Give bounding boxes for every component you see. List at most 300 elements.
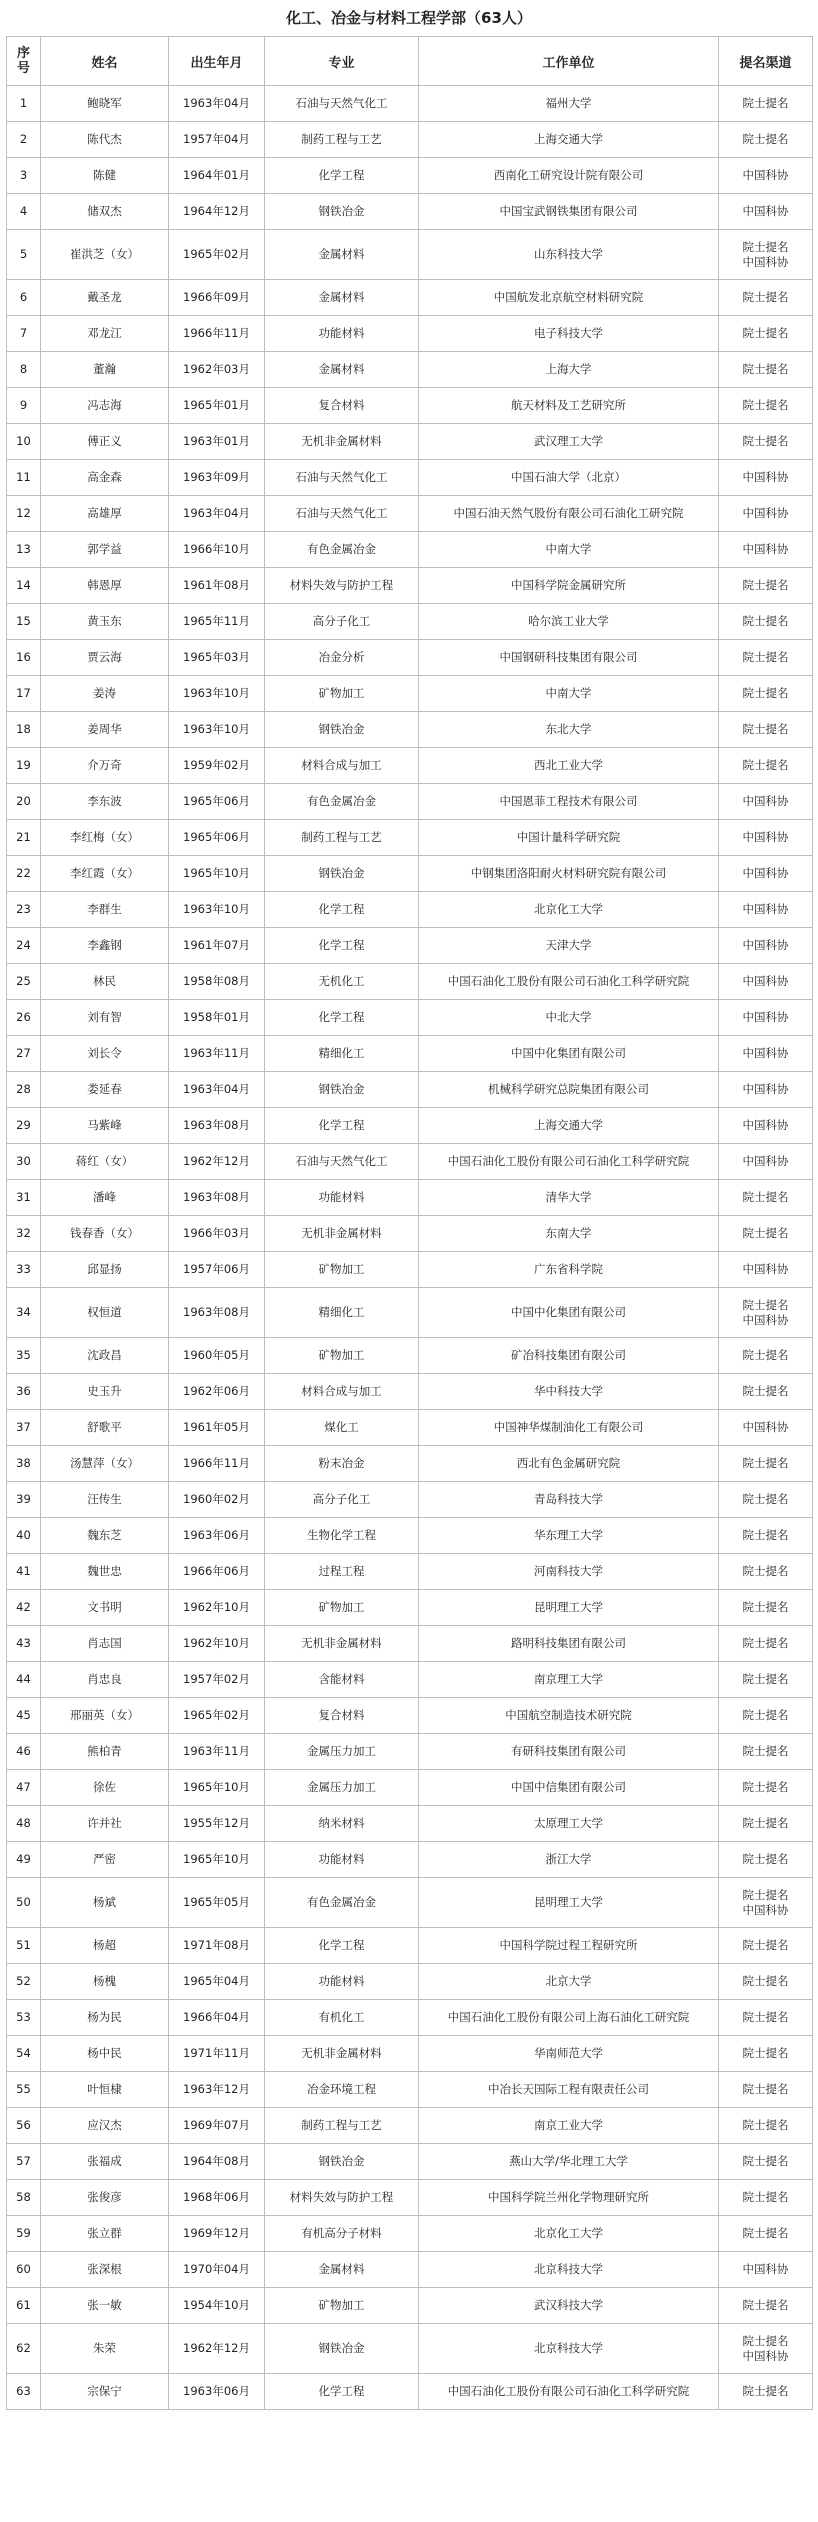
cell-birth: 1961年07月 <box>169 928 265 964</box>
cell-major: 石油与天然气化工 <box>265 496 419 532</box>
cell-no: 51 <box>7 1928 41 1964</box>
cell-name: 朱荣 <box>41 2324 169 2374</box>
cell-birth: 1962年12月 <box>169 1144 265 1180</box>
cell-name: 姜周华 <box>41 712 169 748</box>
cell-name: 文书明 <box>41 1590 169 1626</box>
cell-birth: 1958年08月 <box>169 964 265 1000</box>
cell-unit: 中国中化集团有限公司 <box>419 1036 719 1072</box>
cell-major: 材料失效与防护工程 <box>265 2180 419 2216</box>
cell-name: 邢丽英（女） <box>41 1698 169 1734</box>
cell-channel: 中国科协 <box>719 784 813 820</box>
cell-channel: 中国科协 <box>719 1072 813 1108</box>
table-row <box>7 1518 813 1554</box>
cell-name: 刘有智 <box>41 1000 169 1036</box>
cell-unit: 清华大学 <box>419 1180 719 1216</box>
cell-no: 23 <box>7 892 41 928</box>
cell-no: 4 <box>7 194 41 230</box>
cell-name: 汪传生 <box>41 1482 169 1518</box>
table-row <box>7 1626 813 1662</box>
cell-major: 化学工程 <box>265 928 419 964</box>
cell-no: 6 <box>7 280 41 316</box>
cell-major: 有色金属冶金 <box>265 1878 419 1928</box>
cell-birth: 1963年11月 <box>169 1734 265 1770</box>
table-row <box>7 1662 813 1698</box>
cell-no: 42 <box>7 1590 41 1626</box>
table-row <box>7 784 813 820</box>
cell-channel: 院士提名 <box>719 280 813 316</box>
cell-name: 魏东芝 <box>41 1518 169 1554</box>
cell-no: 60 <box>7 2252 41 2288</box>
cell-major: 金属材料 <box>265 352 419 388</box>
cell-birth: 1961年05月 <box>169 1410 265 1446</box>
cell-unit: 华中科技大学 <box>419 1374 719 1410</box>
cell-unit: 航天材料及工艺研究所 <box>419 388 719 424</box>
cell-channel: 院士提名 <box>719 2288 813 2324</box>
table-row <box>7 748 813 784</box>
cell-unit: 哈尔滨工业大学 <box>419 604 719 640</box>
col-header-no <box>7 37 41 86</box>
cell-unit: 山东科技大学 <box>419 230 719 280</box>
cell-major: 石油与天然气化工 <box>265 460 419 496</box>
cell-channel: 院士提名 <box>719 1338 813 1374</box>
cell-birth: 1957年02月 <box>169 1662 265 1698</box>
cell-birth: 1965年10月 <box>169 1842 265 1878</box>
cell-major: 冶金分析 <box>265 640 419 676</box>
cell-unit: 北京化工大学 <box>419 2216 719 2252</box>
cell-birth: 1965年06月 <box>169 784 265 820</box>
cell-name: 刘长令 <box>41 1036 169 1072</box>
cell-birth: 1965年10月 <box>169 856 265 892</box>
cell-no: 38 <box>7 1446 41 1482</box>
table-row <box>7 2108 813 2144</box>
cell-name: 李东波 <box>41 784 169 820</box>
table-row <box>7 2324 813 2374</box>
table-row <box>7 1446 813 1482</box>
cell-no: 48 <box>7 1806 41 1842</box>
cell-name: 蒋红（女） <box>41 1144 169 1180</box>
cell-unit: 中国石油化工股份有限公司石油化工科学研究院 <box>419 964 719 1000</box>
cell-channel: 院士提名 <box>719 1482 813 1518</box>
cell-name: 高金森 <box>41 460 169 496</box>
cell-birth: 1960年05月 <box>169 1338 265 1374</box>
cell-unit: 上海交通大学 <box>419 122 719 158</box>
cell-channel: 中国科协 <box>719 856 813 892</box>
cell-unit: 中国计量科学研究院 <box>419 820 719 856</box>
cell-birth: 1964年12月 <box>169 194 265 230</box>
cell-name: 储双杰 <box>41 194 169 230</box>
cell-name: 崔洪芝（女） <box>41 230 169 280</box>
cell-birth: 1965年05月 <box>169 1878 265 1928</box>
cell-unit: 东南大学 <box>419 1216 719 1252</box>
cell-birth: 1966年11月 <box>169 316 265 352</box>
table-row <box>7 2180 813 2216</box>
cell-channel: 中国科协 <box>719 194 813 230</box>
cell-name: 肖忠良 <box>41 1662 169 1698</box>
table-row <box>7 1072 813 1108</box>
cell-channel: 院士提名 <box>719 568 813 604</box>
cell-unit: 中南大学 <box>419 676 719 712</box>
cell-no: 29 <box>7 1108 41 1144</box>
cell-birth: 1962年10月 <box>169 1590 265 1626</box>
cell-major: 金属压力加工 <box>265 1770 419 1806</box>
cell-no: 63 <box>7 2374 41 2410</box>
cell-no: 17 <box>7 676 41 712</box>
cell-no: 53 <box>7 2000 41 2036</box>
cell-major: 矿物加工 <box>265 676 419 712</box>
cell-unit: 有研科技集团有限公司 <box>419 1734 719 1770</box>
cell-birth: 1963年04月 <box>169 1072 265 1108</box>
cell-unit: 河南科技大学 <box>419 1554 719 1590</box>
cell-name: 李鑫钢 <box>41 928 169 964</box>
cell-major: 石油与天然气化工 <box>265 1144 419 1180</box>
table-row <box>7 1374 813 1410</box>
cell-name: 肖志国 <box>41 1626 169 1662</box>
cell-major: 金属压力加工 <box>265 1734 419 1770</box>
cell-no: 62 <box>7 2324 41 2374</box>
table-row <box>7 1108 813 1144</box>
cell-channel: 院士提名 <box>719 316 813 352</box>
cell-no: 59 <box>7 2216 41 2252</box>
cell-birth: 1966年03月 <box>169 1216 265 1252</box>
table-row <box>7 122 813 158</box>
cell-channel: 院士提名 <box>719 1964 813 2000</box>
table-row <box>7 1554 813 1590</box>
cell-channel: 院士提名 <box>719 2000 813 2036</box>
cell-major: 化学工程 <box>265 2374 419 2410</box>
cell-birth: 1962年03月 <box>169 352 265 388</box>
cell-unit: 中钢集团洛阳耐火材料研究院有限公司 <box>419 856 719 892</box>
cell-birth: 1963年10月 <box>169 676 265 712</box>
cell-major: 煤化工 <box>265 1410 419 1446</box>
cell-birth: 1963年08月 <box>169 1180 265 1216</box>
cell-unit: 上海大学 <box>419 352 719 388</box>
cell-birth: 1965年02月 <box>169 230 265 280</box>
cell-name: 马紫峰 <box>41 1108 169 1144</box>
cell-birth: 1965年03月 <box>169 640 265 676</box>
cell-name: 汤慧萍（女） <box>41 1446 169 1482</box>
cell-no: 32 <box>7 1216 41 1252</box>
cell-no: 18 <box>7 712 41 748</box>
cell-major: 生物化学工程 <box>265 1518 419 1554</box>
cell-no: 43 <box>7 1626 41 1662</box>
cell-birth: 1963年09月 <box>169 460 265 496</box>
cell-major: 过程工程 <box>265 1554 419 1590</box>
cell-name: 介万奇 <box>41 748 169 784</box>
table-row <box>7 1806 813 1842</box>
cell-channel: 中国科协 <box>719 1144 813 1180</box>
cell-birth: 1968年06月 <box>169 2180 265 2216</box>
cell-major: 金属材料 <box>265 2252 419 2288</box>
cell-unit: 矿冶科技集团有限公司 <box>419 1338 719 1374</box>
cell-name: 鲍晓军 <box>41 86 169 122</box>
cell-name: 戴圣龙 <box>41 280 169 316</box>
table-row <box>7 604 813 640</box>
cell-unit: 太原理工大学 <box>419 1806 719 1842</box>
cell-no: 47 <box>7 1770 41 1806</box>
cell-name: 冯志海 <box>41 388 169 424</box>
cell-no: 22 <box>7 856 41 892</box>
cell-name: 魏世忠 <box>41 1554 169 1590</box>
cell-name: 傅正义 <box>41 424 169 460</box>
cell-no: 26 <box>7 1000 41 1036</box>
cell-unit: 福州大学 <box>419 86 719 122</box>
table-row <box>7 2036 813 2072</box>
cell-unit: 青岛科技大学 <box>419 1482 719 1518</box>
table-row <box>7 2000 813 2036</box>
table-row <box>7 676 813 712</box>
cell-major: 化学工程 <box>265 1928 419 1964</box>
cell-unit: 昆明理工大学 <box>419 1878 719 1928</box>
cell-no: 37 <box>7 1410 41 1446</box>
cell-major: 含能材料 <box>265 1662 419 1698</box>
table-row <box>7 1252 813 1288</box>
cell-no: 21 <box>7 820 41 856</box>
cell-no: 8 <box>7 352 41 388</box>
cell-channel: 院士提名 <box>719 1216 813 1252</box>
cell-unit: 北京科技大学 <box>419 2252 719 2288</box>
table-row <box>7 1000 813 1036</box>
cell-channel: 院士提名 <box>719 2108 813 2144</box>
cell-name: 潘峰 <box>41 1180 169 1216</box>
table-row <box>7 640 813 676</box>
table-row <box>7 1928 813 1964</box>
cell-channel: 中国科协 <box>719 496 813 532</box>
cell-name: 杨槐 <box>41 1964 169 2000</box>
cell-major: 无机化工 <box>265 964 419 1000</box>
cell-channel: 中国科协 <box>719 820 813 856</box>
cell-channel: 院士提名 <box>719 122 813 158</box>
cell-major: 矿物加工 <box>265 2288 419 2324</box>
cell-name: 沈政昌 <box>41 1338 169 1374</box>
cell-major: 有机高分子材料 <box>265 2216 419 2252</box>
cell-no: 1 <box>7 86 41 122</box>
cell-major: 精细化工 <box>265 1036 419 1072</box>
cell-birth: 1960年02月 <box>169 1482 265 1518</box>
cell-birth: 1964年08月 <box>169 2144 265 2180</box>
cell-birth: 1963年08月 <box>169 1288 265 1338</box>
table-row <box>7 2144 813 2180</box>
cell-no: 46 <box>7 1734 41 1770</box>
cell-no: 13 <box>7 532 41 568</box>
cell-unit: 中国中化集团有限公司 <box>419 1288 719 1338</box>
cell-unit: 昆明理工大学 <box>419 1590 719 1626</box>
cell-major: 精细化工 <box>265 1288 419 1338</box>
cell-major: 纳米材料 <box>265 1806 419 1842</box>
cell-name: 徐佐 <box>41 1770 169 1806</box>
cell-major: 材料合成与加工 <box>265 748 419 784</box>
cell-no: 57 <box>7 2144 41 2180</box>
cell-name: 钱春香（女） <box>41 1216 169 1252</box>
cell-channel: 院士提名 <box>719 352 813 388</box>
cell-channel: 院士提名 <box>719 1770 813 1806</box>
cell-unit: 北京大学 <box>419 1964 719 2000</box>
table-row <box>7 1036 813 1072</box>
cell-major: 化学工程 <box>265 892 419 928</box>
col-header-channel: 提名渠道 <box>719 37 813 86</box>
cell-no: 16 <box>7 640 41 676</box>
cell-channel: 院士提名 <box>719 388 813 424</box>
cell-major: 有色金属冶金 <box>265 532 419 568</box>
cell-channel: 院士提名 <box>719 2072 813 2108</box>
table-row <box>7 280 813 316</box>
cell-birth: 1969年07月 <box>169 2108 265 2144</box>
cell-birth: 1957年04月 <box>169 122 265 158</box>
cell-birth: 1965年01月 <box>169 388 265 424</box>
cell-birth: 1963年10月 <box>169 892 265 928</box>
table-row <box>7 86 813 122</box>
cell-unit: 武汉理工大学 <box>419 424 719 460</box>
cell-unit: 中冶长天国际工程有限责任公司 <box>419 2072 719 2108</box>
cell-name: 杨为民 <box>41 2000 169 2036</box>
cell-no: 15 <box>7 604 41 640</box>
cell-no: 34 <box>7 1288 41 1338</box>
cell-major: 钢铁冶金 <box>265 856 419 892</box>
table-row <box>7 1180 813 1216</box>
cell-major: 功能材料 <box>265 316 419 352</box>
table-row <box>7 496 813 532</box>
cell-unit: 华南师范大学 <box>419 2036 719 2072</box>
cell-channel: 中国科协 <box>719 1108 813 1144</box>
cell-unit: 中国石油天然气股份有限公司石油化工研究院 <box>419 496 719 532</box>
cell-major: 无机非金属材料 <box>265 1626 419 1662</box>
cell-channel: 中国科协 <box>719 2252 813 2288</box>
table-row <box>7 856 813 892</box>
cell-unit: 中国航空制造技术研究院 <box>419 1698 719 1734</box>
cell-name: 邓龙江 <box>41 316 169 352</box>
cell-channel: 院士提名 <box>719 2374 813 2410</box>
cell-channel: 院士提名 <box>719 604 813 640</box>
table-row <box>7 352 813 388</box>
cell-unit: 中国神华煤制油化工有限公司 <box>419 1410 719 1446</box>
cell-no: 3 <box>7 158 41 194</box>
cell-major: 金属材料 <box>265 280 419 316</box>
cell-birth: 1966年09月 <box>169 280 265 316</box>
cell-birth: 1961年08月 <box>169 568 265 604</box>
cell-channel: 院士提名 <box>719 676 813 712</box>
cell-channel: 院士提名 <box>719 1734 813 1770</box>
table-row <box>7 424 813 460</box>
cell-channel: 院士提名 <box>719 1590 813 1626</box>
cell-major: 矿物加工 <box>265 1590 419 1626</box>
cell-no: 41 <box>7 1554 41 1590</box>
cell-channel: 院士提名 <box>719 1806 813 1842</box>
cell-birth: 1965年02月 <box>169 1698 265 1734</box>
cell-name: 张立群 <box>41 2216 169 2252</box>
cell-channel: 院士提名 <box>719 640 813 676</box>
table-row <box>7 964 813 1000</box>
col-header-major: 专业 <box>265 37 419 86</box>
table-row <box>7 1216 813 1252</box>
cell-channel: 中国科协 <box>719 460 813 496</box>
cell-name: 熊柏青 <box>41 1734 169 1770</box>
cell-no: 7 <box>7 316 41 352</box>
cell-major: 材料失效与防护工程 <box>265 568 419 604</box>
cell-birth: 1965年04月 <box>169 1964 265 2000</box>
cell-birth: 1963年06月 <box>169 1518 265 1554</box>
cell-no: 50 <box>7 1878 41 1928</box>
cell-birth: 1966年11月 <box>169 1446 265 1482</box>
cell-major: 功能材料 <box>265 1964 419 2000</box>
cell-major: 高分子化工 <box>265 604 419 640</box>
cell-unit: 中国科学院金属研究所 <box>419 568 719 604</box>
cell-name: 董瀚 <box>41 352 169 388</box>
cell-major: 复合材料 <box>265 388 419 424</box>
cell-channel: 中国科协 <box>719 532 813 568</box>
cell-birth: 1955年12月 <box>169 1806 265 1842</box>
cell-name: 许并社 <box>41 1806 169 1842</box>
cell-unit: 北京科技大学 <box>419 2324 719 2374</box>
cell-name: 黄玉东 <box>41 604 169 640</box>
cell-no: 25 <box>7 964 41 1000</box>
cell-birth: 1963年01月 <box>169 424 265 460</box>
cell-unit: 南京工业大学 <box>419 2108 719 2144</box>
cell-birth: 1964年01月 <box>169 158 265 194</box>
cell-name: 严密 <box>41 1842 169 1878</box>
cell-name: 李红梅（女） <box>41 820 169 856</box>
cell-unit: 华东理工大学 <box>419 1518 719 1554</box>
cell-no: 5 <box>7 230 41 280</box>
cell-major: 制药工程与工艺 <box>265 2108 419 2144</box>
cell-name: 杨中民 <box>41 2036 169 2072</box>
cell-no: 24 <box>7 928 41 964</box>
cell-major: 制药工程与工艺 <box>265 820 419 856</box>
cell-birth: 1963年06月 <box>169 2374 265 2410</box>
cell-unit: 中国航发北京航空材料研究院 <box>419 280 719 316</box>
cell-birth: 1963年08月 <box>169 1108 265 1144</box>
cell-no: 27 <box>7 1036 41 1072</box>
cell-channel: 院士提名 <box>719 1374 813 1410</box>
cell-channel: 院士提名 中国科协 <box>719 1878 813 1928</box>
cell-channel: 中国科协 <box>719 1000 813 1036</box>
cell-no: 56 <box>7 2108 41 2144</box>
cell-channel: 院士提名 <box>719 2180 813 2216</box>
cell-major: 化学工程 <box>265 1000 419 1036</box>
cell-channel: 院士提名 <box>719 86 813 122</box>
page-title: 化工、冶金与材料工程学部（63人） <box>286 9 532 27</box>
cell-major: 冶金环境工程 <box>265 2072 419 2108</box>
cell-major: 高分子化工 <box>265 1482 419 1518</box>
cell-unit: 浙江大学 <box>419 1842 719 1878</box>
table-row <box>7 1590 813 1626</box>
cell-birth: 1959年02月 <box>169 748 265 784</box>
table-row <box>7 928 813 964</box>
cell-unit: 机械科学研究总院集团有限公司 <box>419 1072 719 1108</box>
cell-unit: 中国石油化工股份有限公司石油化工科学研究院 <box>419 2374 719 2410</box>
table-row <box>7 158 813 194</box>
cell-no: 61 <box>7 2288 41 2324</box>
cell-name: 张一敏 <box>41 2288 169 2324</box>
cell-channel: 院士提名 <box>719 1518 813 1554</box>
cell-name: 郭学益 <box>41 532 169 568</box>
cell-unit: 中国石油大学（北京） <box>419 460 719 496</box>
cell-major: 钢铁冶金 <box>265 194 419 230</box>
cell-name: 张俊彦 <box>41 2180 169 2216</box>
table-row <box>7 568 813 604</box>
table-row <box>7 820 813 856</box>
cell-no: 33 <box>7 1252 41 1288</box>
cell-channel: 院士提名 <box>719 1554 813 1590</box>
table-row <box>7 1878 813 1928</box>
table-row <box>7 892 813 928</box>
col-header-unit: 工作单位 <box>419 37 719 86</box>
cell-birth: 1965年11月 <box>169 604 265 640</box>
cell-birth: 1962年06月 <box>169 1374 265 1410</box>
cell-channel: 院士提名 <box>719 1662 813 1698</box>
table-row <box>7 2216 813 2252</box>
cell-unit: 中国钢研科技集团有限公司 <box>419 640 719 676</box>
table-row <box>7 532 813 568</box>
cell-no: 55 <box>7 2072 41 2108</box>
